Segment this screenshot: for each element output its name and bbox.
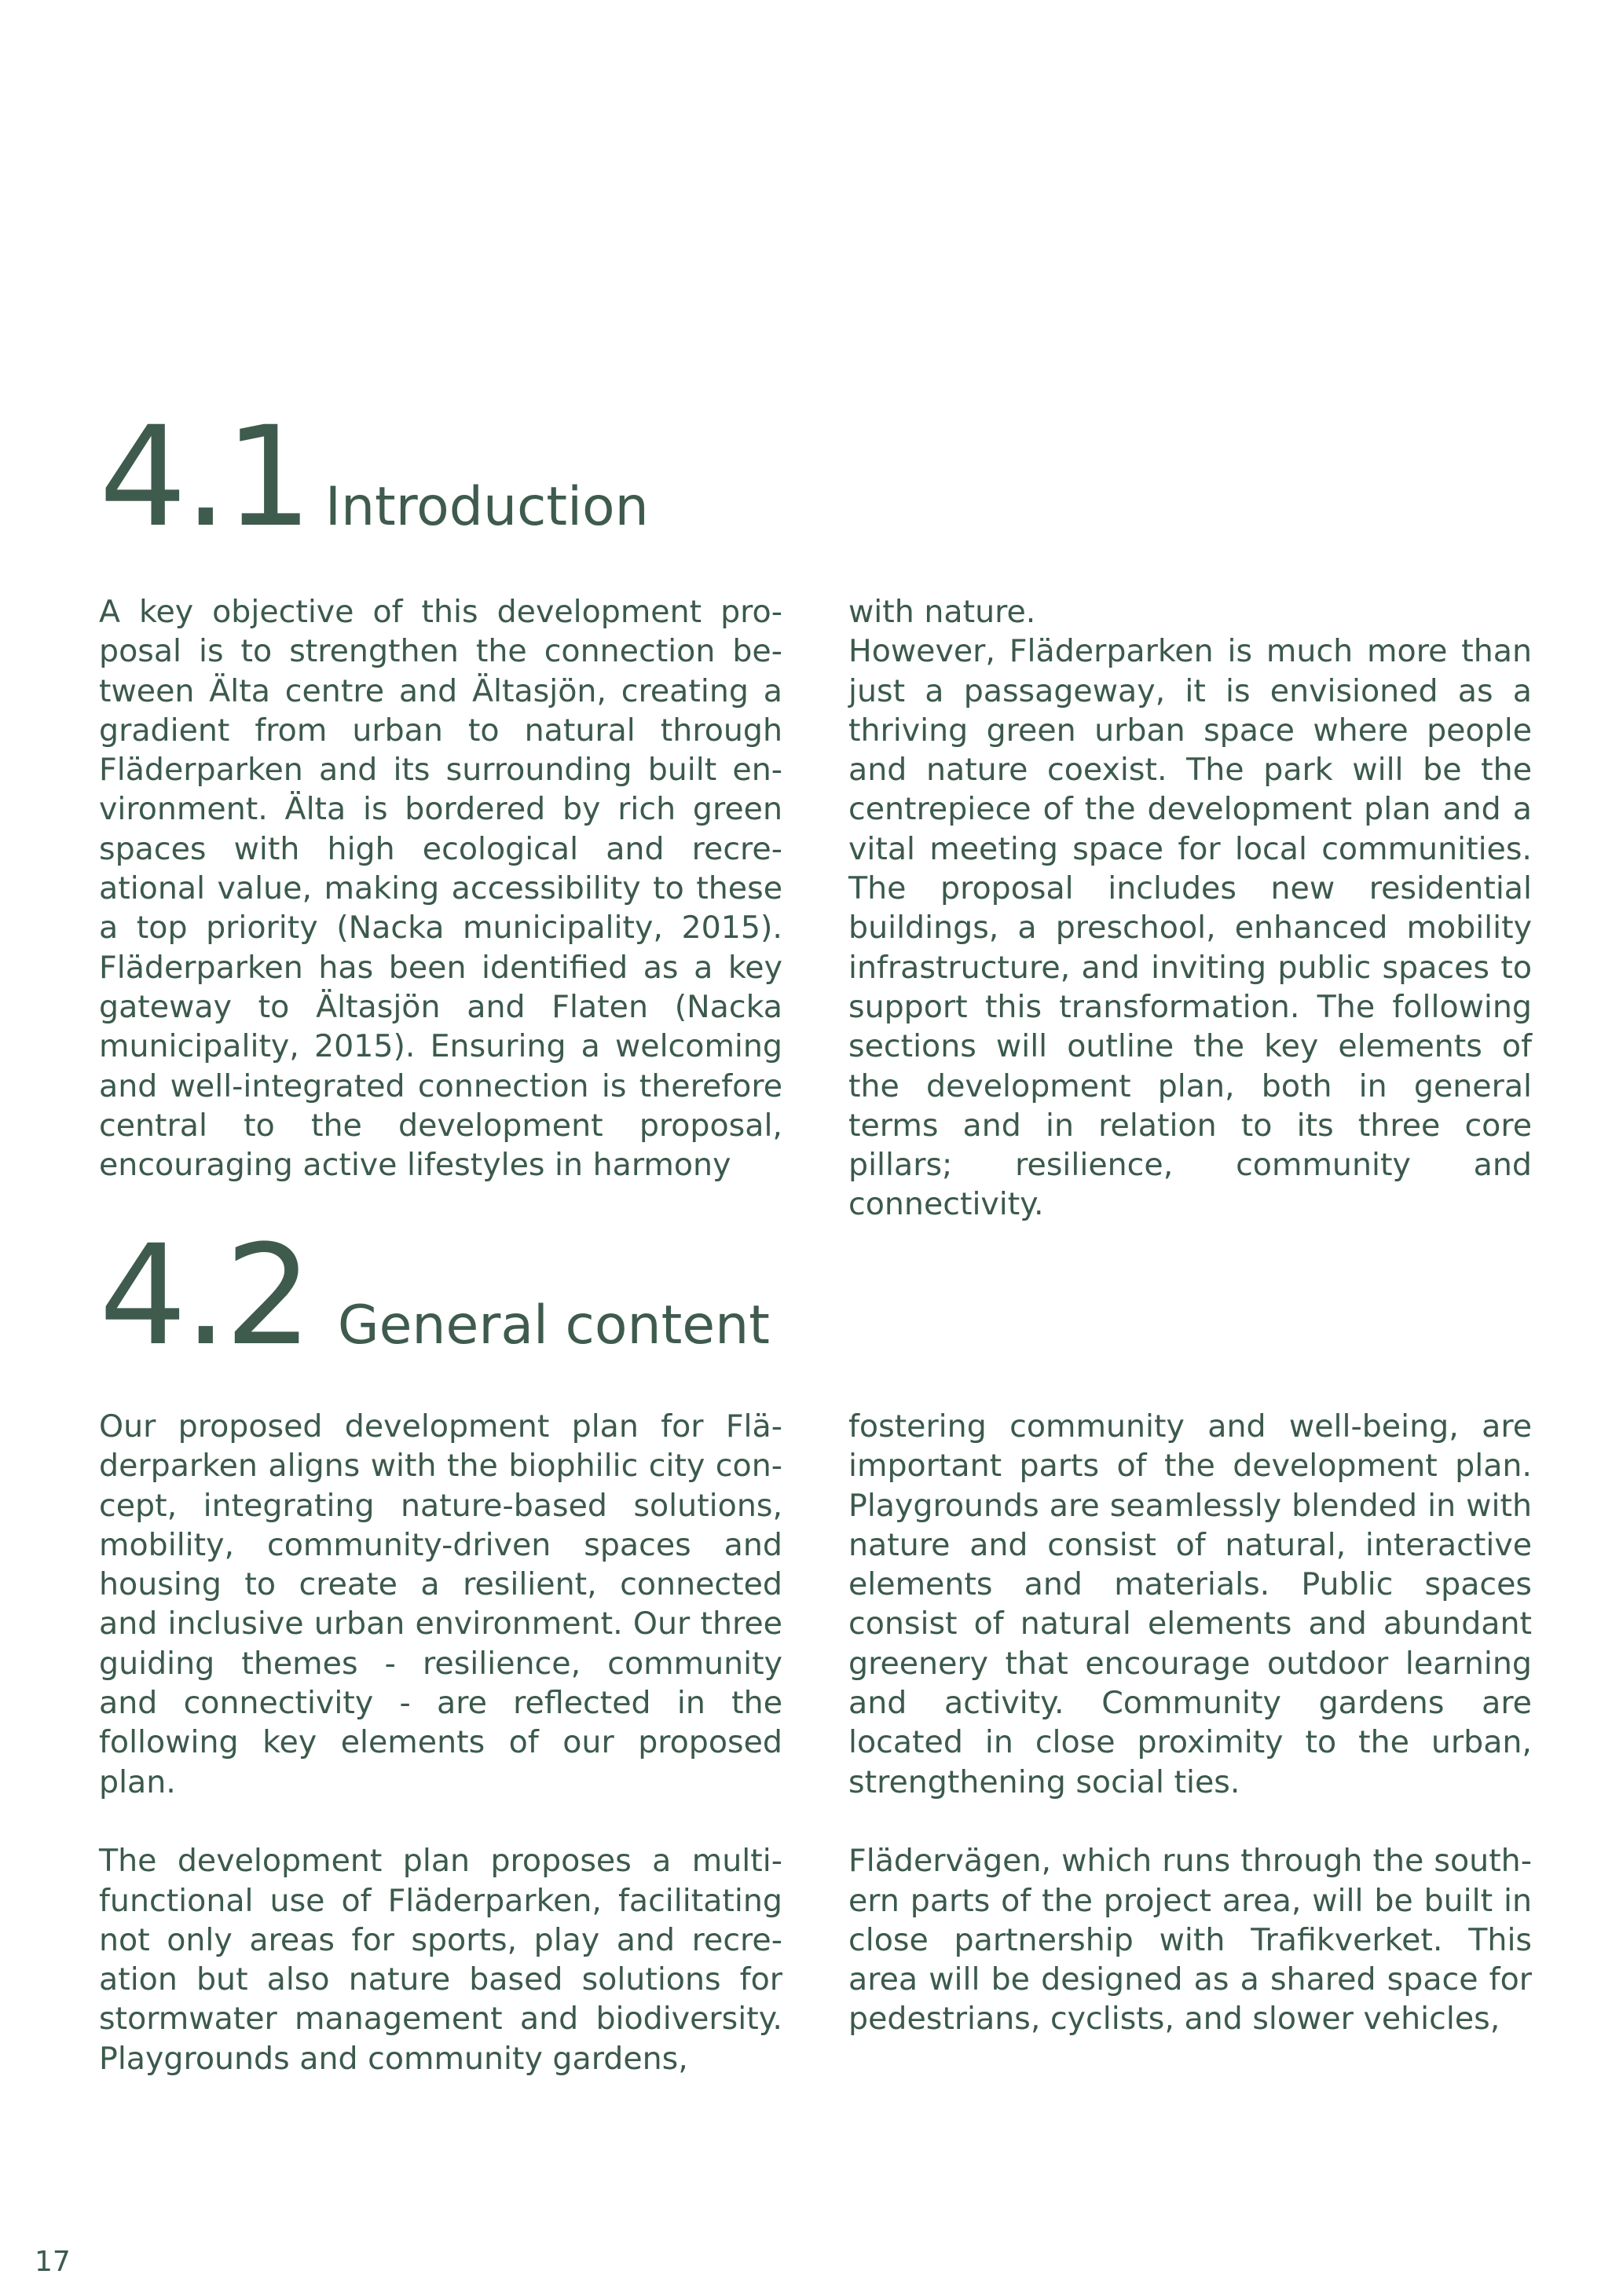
section-number: 4.2 xyxy=(99,1215,310,1376)
paragraph: fostering community and well-being, are important parts of the development plan. Playgrounds are seamlessly blended in with nature and consist of natural, interactive elements and materials. Public spaces consist of natural elements and abundant greenery that encourage outdoor learning and activity. Community gardens are located in close proximity to the urban, strengthening social ties. xyxy=(848,1408,1532,1800)
section-4-1-right-column xyxy=(848,592,1532,1225)
section-4-2-left-column xyxy=(99,1407,782,2078)
paragraph: The development plan proposes a multifunctional use of Fläderparken, facilitating not only areas for sports, play and recreation but also nature based solutions for stormwater management and biodiversity. Playgrounds and community gardens, xyxy=(99,1843,782,2077)
section-number: 4.1 xyxy=(99,397,310,558)
paragraph: with nature. xyxy=(848,594,1036,630)
page-number: 17 xyxy=(35,2246,71,2278)
section-4-2-right-column xyxy=(848,1407,1532,2039)
section-heading-4-1 xyxy=(99,397,649,558)
section-title: General content xyxy=(337,1294,770,1357)
section-4-1-left-column xyxy=(99,592,782,1185)
paragraph: Flädervägen, which runs through the southern parts of the project area, will be built in close partnership with Trafikverket. This area will be designed as a shared space for pedestrians, cyclists, and slower vehicles, xyxy=(848,1843,1532,2038)
paragraph: Our proposed development plan for Fläderparken aligns with the biophilic city concept, integrating nature-based solutions, mobility, community-driven spaces and housing to create a resilient, connected and inclusive urban environment. Our three guiding themes - resilience, community and connectivity - are reflected in the following key elements of our proposed plan. xyxy=(99,1408,782,1800)
paragraph: A key objective of this development proposal is to strengthen the connection between Älta centre and Ältasjön, creating a gradient from urban to natural through Fläderparken and its surrounding built environment. Älta is bordered by rich green spaces with high ecological and recreational value, making accessibility to these a top priority (Nacka municipality, 2015). Fläderparken has been identified as a key gateway to Ältasjön and Flaten (Nacka municipality, 2015). Ensuring a welcoming and well-integrated connection is therefore central to the development proposal, encouraging active lifestyles in harmony xyxy=(99,594,782,1184)
section-heading-4-2 xyxy=(99,1215,770,1376)
paragraph: However, Fläderparken is much more than just a passageway, it is envisioned as a thriving green urban space where people and nature coexist. The park will be the centrepiece of the development plan and a vital meeting space for local communities. The proposal includes new residential buildings, a preschool, enhanced mobility infrastructure, and inviting public spaces to support this transformation. The following sections will outline the key elements of the development plan, both in general terms and in relation to its three core pillars; resilience, community and connectivity. xyxy=(848,633,1532,1223)
section-title: Introduction xyxy=(324,476,649,538)
